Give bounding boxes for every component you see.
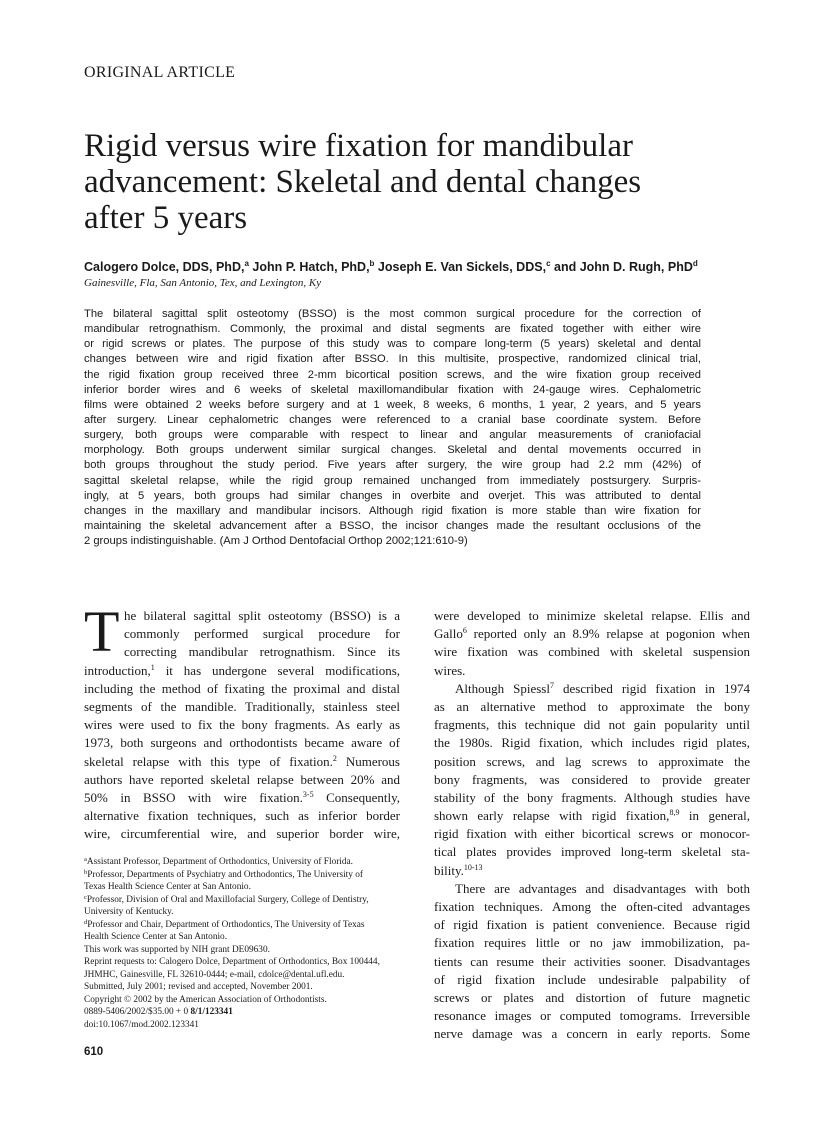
abstract-line: sagittal skeletal relapse, while the rigid group remained unchanged from immediately postsurgery. Surpris-: [84, 474, 701, 487]
body-line: nerve damage was a concern in early reports. Some: [434, 1026, 750, 1042]
body-line: bility.$^{10-13}$: [434, 862, 483, 878]
abstract: [84, 307, 701, 549]
abstract-line: changes between wire and rigid fixation after BSSO. In this multisite, prospective, randomized clinical trial,: [84, 353, 701, 366]
body-line: shown early relapse with rigid fixation,$^{8,9}$ in general,: [434, 808, 750, 824]
footnote-line: JHMHC, Gainesville, FL 32610-0444; e-mail, cdolce@dental.ufl.edu.: [84, 969, 345, 980]
body-line: stability of the bony fragments. Although studies have: [434, 789, 750, 805]
abstract-line: changes in the maxillary and mandibular incisors. Although rigid fixation is more stable than wire fixation for: [84, 504, 701, 517]
footnote-line: Health Science Center at San Antonio.: [84, 932, 228, 942]
body-line: as an alternative method to approximate the bony: [434, 698, 750, 714]
body-line: resonance images or computed tomograms. Irreversible: [434, 1008, 750, 1024]
title-line: Rigid versus wire fixation for mandibular: [84, 128, 633, 164]
title-line: advancement: Skeletal and dental changes: [84, 164, 642, 200]
abstract-line: mandibular retrognathism. Commonly, the proximal and distal segments are fixated together with either wire: [84, 323, 701, 336]
footnote-line: University of Kentucky.: [84, 907, 174, 917]
body-line: skeletal relapse with this type of fixation.$^2$ Numerous: [84, 753, 400, 769]
footnote-line: $^b$Professor, Departments of Psychiatry and Orthodontics, The University of: [84, 868, 363, 880]
abstract-line: or rigid screws or plates. The purpose of this study was to compare long-term (5 years) skeletal and dental: [84, 338, 701, 351]
body-line: introduction,$^1$ it has undergone several modifications,: [84, 662, 400, 678]
body-line: were developed to minimize skeletal relapse. Ellis and: [434, 608, 750, 623]
body-line: 1973, both surgeons and orthodontists became aware of: [84, 735, 400, 751]
body-line: segments of the mandible. Traditionally, stainless steel: [84, 698, 400, 714]
section-label: ORIGINAL ARTICLE: [84, 64, 236, 81]
body-line: alternative fixation techniques, such as inferior border: [84, 808, 400, 824]
body-line: of rigid fixation include undesirable palpability of: [434, 971, 750, 987]
body-line: 50% in BSSO with wire fixation.$^{3-5}$ Consequently,: [84, 789, 400, 805]
abstract-line: ingly, at 5 years, both groups had similar changes in overbite and overjet. This was attributed to dental: [84, 489, 701, 502]
abstract-line: the rigid fixation group received three 2-mm bicortical position screws, and the wire fixation group received: [84, 368, 701, 381]
title-line: after 5 years: [84, 200, 248, 236]
author-name: and John D. Rugh, PhD$^d$: [554, 259, 698, 274]
body-line: bony fragments, was considered to provide greater: [434, 771, 750, 787]
abstract-line: The bilateral sagittal split osteotomy (BSSO) is the most common surgical procedure for the correction of: [84, 308, 701, 320]
abstract-line: maintaining the skeletal advancement after a BSSO, the incisor changes made the resultant occlusions of the: [84, 519, 701, 532]
body-line: commonly performed surgical procedure for: [124, 626, 400, 642]
footnote-line: $^a$Assistant Professor, Department of Orthodontics, University of Florida.: [84, 856, 353, 867]
body-line: tients can resume their activities sooner. Disadvantages: [434, 953, 750, 969]
abstract-line: after surgery. Linear cephalometric changes were referenced to a cranial base coordinate system. Before: [84, 413, 701, 426]
author-name: Calogero Dolce, DDS, PhD,$^a$: [84, 259, 249, 274]
body-line: fixation requires little or no jaw immobilization, pa-: [434, 935, 750, 951]
body-line: tical plates provides improved long-term skeletal sta-: [434, 844, 750, 860]
footnote-line: Submitted, July 2001; revised and accepted, November 2001.: [84, 982, 313, 992]
body-column-left: [84, 599, 400, 843]
author-name: Joseph E. Van Sickels, DDS,$^c$: [377, 259, 551, 274]
article-title: [84, 128, 724, 236]
body-line: he bilateral sagittal split osteotomy (BSSO) is a: [124, 608, 400, 623]
body-line: Gallo$^6$ reported only an 8.9% relapse at pogonion when: [434, 626, 750, 642]
abstract-line: both groups throughout the study period. Five years after surgery, the wire group had 2.2 mm (42%) of: [84, 459, 701, 472]
footnote-line: Copyright © 2002 by the American Association of Orthodontists.: [84, 994, 327, 1005]
body-line: correcting mandibular retrognathism. Since its: [124, 644, 400, 660]
footnote-line: $^d$Professor and Chair, Department of Orthodontics, The University of Texas: [84, 918, 365, 930]
body-line: Although Spiessl$^7$ described rigid fixation in 1974: [455, 680, 750, 696]
footnote-line: 0889-5406/2002/$35.00 + 0 8/1/123341: [84, 1007, 233, 1017]
body-line: wire fixation was combined with skeletal suspension: [434, 644, 750, 660]
body-line: wires were used to fix the bony fragments. As early as: [84, 717, 400, 733]
author-affiliation: Gainesville, Fla, San Antonio, Tex, and Lexington, Ky: [84, 277, 322, 289]
abstract-line: inferior border wires and 6 weeks of skeletal maxillomandibular fixation with 24-gauge wires. Cephalometric: [84, 383, 701, 396]
body-column-right: [434, 607, 750, 1044]
footnote-line: Reprint requests to: Calogero Dolce, Department of Orthodontics, Box 100444,: [84, 957, 380, 967]
author-name: John P. Hatch, PhD,$^b$: [252, 259, 375, 274]
body-line: screws or plates and distortion of future magnetic: [434, 989, 750, 1005]
body-line: authors have reported skeletal relapse between 20% and: [84, 771, 400, 787]
abstract-line: films were obtained 2 weeks before surgery and at 1 week, 8 weeks, 6 months, 1 year, 2 years, and 5 years: [84, 398, 701, 411]
abstract-line: 2 groups indistinguishable. (Am J Orthod Dentofacial Orthop 2002;121:610-9): [84, 535, 468, 548]
body-line: fragments, this technique did not gain popularity until: [434, 717, 750, 733]
body-line: of rigid fixation is patient convenience. Because rigid: [434, 917, 750, 933]
body-line: fixation techniques. Among the often-cited advantages: [434, 899, 750, 914]
abstract-line: surgery, both groups were comparable with respect to linear and angular measurements of craniofacial: [84, 429, 701, 442]
body-line: wire, circumferential wire, and superior border wire,: [84, 826, 400, 842]
body-line: wires.: [434, 662, 466, 678]
footnotes: [84, 856, 402, 1031]
author-list: [84, 259, 764, 274]
footnote-line: doi:10.1067/mod.2002.123341: [84, 1019, 199, 1030]
footnote-line: Texas Health Science Center at San Antonio.: [84, 882, 251, 892]
body-line: position screws, and lag screws to approximate the: [434, 753, 750, 769]
page-number: 610: [84, 1046, 104, 1058]
body-line: including the method of fixating the proximal and distal: [84, 680, 400, 696]
body-line: the 1980s. Rigid fixation, which includes rigid plates,: [434, 735, 750, 751]
body-line: rigid fixation with either bicortical screws or monocor-: [434, 826, 750, 842]
footnote-line: $^c$Professor, Division of Oral and Maxillofacial Surgery, College of Dentistry,: [84, 893, 369, 905]
drop-cap: T: [84, 599, 120, 664]
body-line: There are advantages and disadvantages with both: [455, 880, 750, 896]
footnote-line: This work was supported by NIH grant DE09630.: [84, 944, 270, 955]
abstract-line: morphology. Both groups underwent similar surgical changes. Skeletal and dental movements occurred in: [84, 444, 701, 457]
